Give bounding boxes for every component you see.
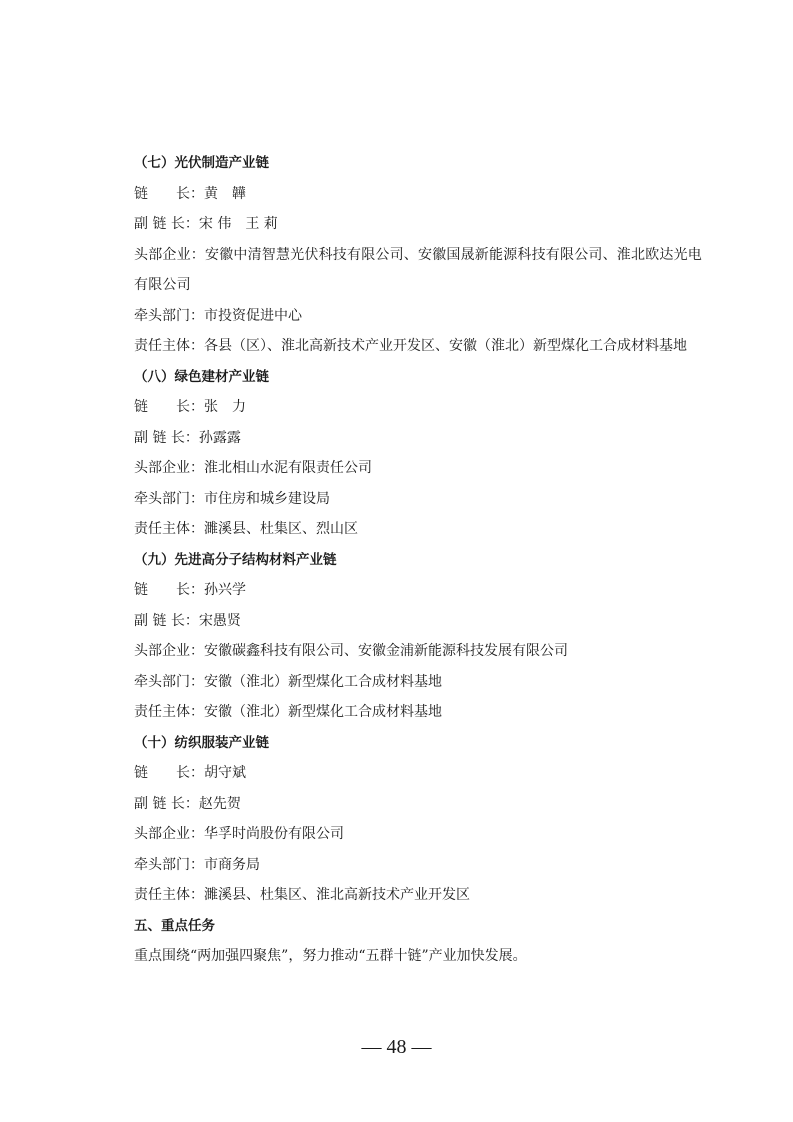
part-five-text: 重点围绕“两加强四聚焦”，努力推动“五群十链”产业加快发展。 [134, 948, 527, 964]
page-body [104, 148, 704, 972]
vice-chain-leader: 副 链 长：赵先贺 [134, 795, 241, 812]
lead-enterprises: 头部企业：安徽中清智慧光伏科技有限公司、安徽国晟新能源科技有限公司、淮北欧达光电有限公司 [134, 246, 702, 293]
lead-department: 牵头部门：安徽（淮北）新型煤化工合成材料基地 [134, 673, 442, 690]
vice-chain-leader: 副 链 长：孙露露 [134, 429, 241, 446]
lead-enterprises: 头部企业：安徽碳鑫科技有限公司、安徽金浦新能源科技发展有限公司 [134, 643, 568, 659]
chain-leader: 链 长：黄 韡 [134, 185, 246, 202]
responsible-entities: 责任主体：安徽（淮北）新型煤化工合成材料基地 [134, 704, 442, 720]
section-heading-9: （九）先进高分子结构材料产业链 [134, 551, 337, 568]
lead-enterprises: 头部企业：华孚时尚股份有限公司 [134, 826, 344, 842]
lead-department: 牵头部门：市投资促进中心 [134, 307, 302, 324]
vice-chain-leader: 副 链 长：宋愚贤 [134, 612, 241, 629]
section-heading-7: （七）光伏制造产业链 [134, 155, 269, 171]
responsible-entities: 责任主体：各县（区）、淮北高新技术产业开发区、安徽（淮北）新型煤化工合成材料基地 [134, 338, 687, 354]
responsible-entities: 责任主体：濉溪县、杜集区、烈山区 [134, 521, 358, 537]
lead-department: 牵头部门：市商务局 [134, 856, 260, 873]
section-heading-8: （八）绿色建材产业链 [134, 368, 269, 385]
chain-leader: 链 长：胡守斌 [134, 765, 246, 781]
section-heading-10: （十）纺织服装产业链 [134, 734, 269, 751]
chain-leader: 链 长：张 力 [134, 399, 246, 415]
vice-chain-leader: 副 链 长：宋 伟 王 莉 [134, 216, 278, 232]
lead-enterprises: 头部企业：淮北相山水泥有限责任公司 [134, 460, 372, 476]
chain-leader: 链 长：孙兴学 [134, 582, 246, 598]
responsible-entities: 责任主体：濉溪县、杜集区、淮北高新技术产业开发区 [134, 887, 470, 903]
lead-department: 牵头部门：市住房和城乡建设局 [134, 490, 330, 507]
page-number: — 48 — [361, 1036, 432, 1058]
part-five-heading: 五、重点任务 [134, 917, 215, 934]
